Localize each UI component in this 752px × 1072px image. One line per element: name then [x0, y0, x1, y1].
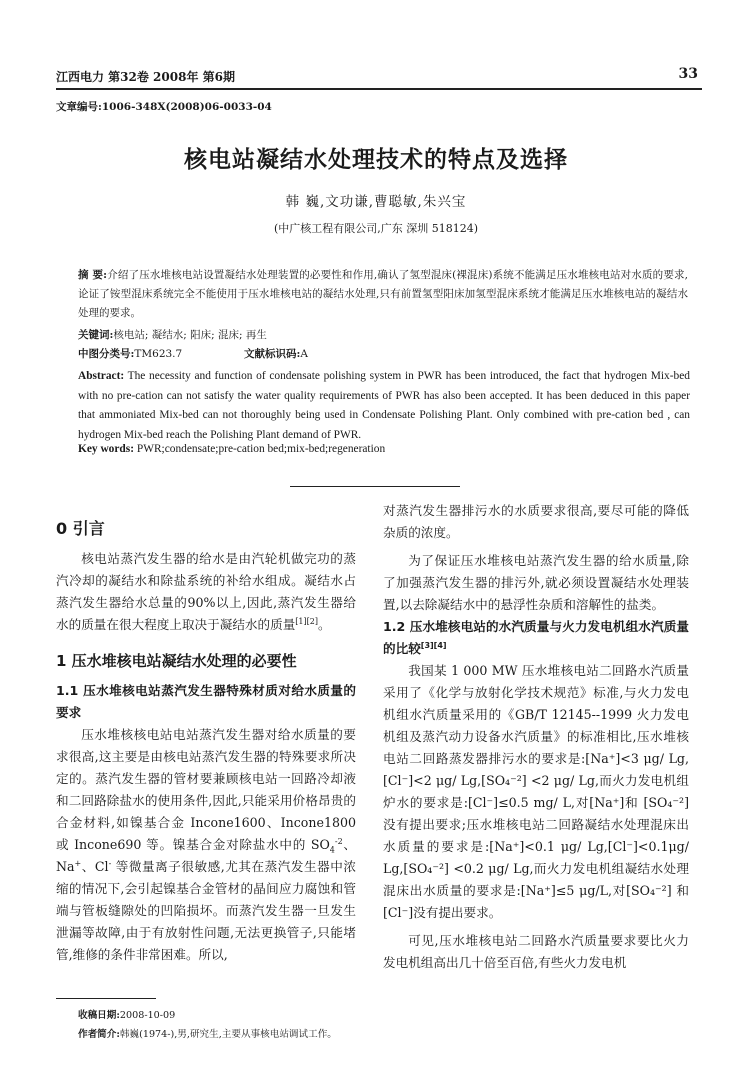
abstract-cn-label: 摘 要: — [78, 269, 108, 281]
right-paragraph-4: 可见,压水堆核电站二回路水汽质量要求要比火力发电机组高出几十倍至百倍,有些火力发电机 — [383, 933, 689, 970]
affiliation: (中广核工程有限公司,广东 深圳 518124) — [273, 222, 479, 235]
page-number: 33 — [678, 66, 698, 82]
keywords-en-label: Key words: — [78, 443, 134, 455]
abstract-en-label: Abstract: — [78, 370, 125, 382]
section-1-heading: 1 压水堆核电站凝结水处理的必要性 — [56, 652, 297, 670]
authors: 韩 巍,文功谦,曹聪敏,朱兴宝 — [285, 194, 467, 210]
right-continued-paragraph: 对蒸汽发生器排污水的水质要求很高,要尽可能的降低杂质的浓度。 — [383, 503, 689, 540]
section-1-1-paragraph: 压水堆核核电站电站蒸汽发生器对给水质量的要求很高,这主要是由核电站蒸汽发生器的特殊要求所决定的。蒸汽发生器的管材要兼顾核电站一回路冷却液和二回路除盐水的使用条件,因此,只能采用价格昂贵的合金材料,如镍基合金 Incone1600、Incone1800 或 Incone690 等。镍基合金对除盐水中的 $SO_4^{-2}$、Na+、Cl- 等微量离子很敏感,尤其在蒸汽发生器中浓缩的情况下,会引起镍基合金管材的晶间应力腐蚀和管端与管板缝隙处的凹陷损坏。而蒸汽发生器一旦发生泄漏等故障,由于有放射性问题,无法更换管子,只能堵管,维修的条件非常困难。所以, — [56, 727, 357, 962]
running-header — [56, 66, 700, 88]
abstract-cn-text: 介绍了压水堆核电站设置凝结水处理装置的必要性和作用,确认了氢型混床(裸混床)系统不能满足压水堆核电站对水质的要求,论证了铵型混床系统完全不能使用于压水堆核电站的凝结水处理,只有前置氢型阳床加氢型混床系统才能满足压水堆核电站的凝结水处理的要求。 — [78, 269, 688, 319]
left-column — [56, 518, 356, 966]
section-1-2-heading: 1.2 压水堆核电站的水汽质量与火力发电机组水汽质量的比较[3][4] — [383, 619, 689, 656]
clc-label: 中图分类号: — [78, 348, 135, 360]
right-column — [383, 500, 689, 974]
doc-code-value: A — [300, 348, 308, 360]
section-separator — [290, 486, 460, 487]
keywords-en-text: PWR;condensate;pre-cation bed;mix-bed;regeneration — [136, 443, 386, 455]
article-number: 文章编号:1006-348X(2008)06-0033-04 — [56, 101, 272, 113]
abstract-en-text: The necessity and function of condensate polishing system in PWR has been introduced, the fact that hydrogen Mix-bed with no pre-cation can not satisfy the water quality requirements of PWR has also been accepted. It has been deduced in this paper that ammoniated Mix-bed can not thoroughly being used in Condensate Polishing Plant. Only combined with pre-cation bed , can hydrogen Mix-bed reach the Polishing Plant demand of PWR. — [78, 370, 690, 441]
paper-title: 核电站凝结水处理技术的特点及选择 — [184, 147, 568, 173]
header-rule — [56, 88, 702, 90]
doc-code-label: 文献标识码: — [244, 348, 301, 360]
keywords-chinese — [78, 327, 267, 342]
reference-mark: [3][4] — [420, 640, 447, 650]
journal-info: 江西电力 第32卷 2008年 第6期 — [56, 70, 235, 84]
section-1-1-heading: 1.1 压水堆核电站蒸汽发生器特殊材质对给水质量的要求 — [56, 683, 356, 720]
reference-mark: [1][2] — [295, 616, 318, 626]
abstract-english — [78, 367, 690, 445]
footnote-author-bio: 作者简介:韩巍(1974-),男,研究生,主要从事核电站调试工作。 — [78, 1029, 337, 1040]
document-code — [244, 346, 308, 361]
clc-value: TM623.7 — [134, 348, 183, 360]
footnote-rule — [56, 998, 156, 999]
section-0-paragraph: 核电站蒸汽发生器的给水是由汽轮机做完功的蒸汽冷却的凝结水和除盐系统的补给水组成。凝结水占蒸汽发生器给水总量的90%以上,因此,蒸汽发生器给水的质量在很大程度上取决于凝结水的质量[1][2]。 — [56, 551, 356, 632]
section-0-heading: 0 引言 — [56, 519, 105, 538]
keywords-cn-label: 关键词: — [78, 329, 114, 341]
abstract-chinese — [78, 266, 688, 323]
keywords-english — [78, 443, 690, 455]
keywords-cn-text: 核电站; 凝结水; 阳床; 混床; 再生 — [113, 329, 267, 341]
right-paragraph-3: 我国某 1 000 MW 压水堆核电站二回路水汽质量采用了《化学与放射化学技术规范》标准,与火力发电机组水汽质量采用的《GB/T 12145--1999 火力发电机组及蒸汽动力设备水汽质量》的标准相比,压水堆核电站二回路蒸发器排污水的要求是:[Na⁺]<3 μg/ Lg,[Cl⁻]<2 μg/ Lg,[SO₄⁻²] <2 μg/ Lg,而火力发电机组炉水的要求是:[Cl⁻]≤0.5 mg/ L,对[Na⁺]和 [SO₄⁻²]没有提出要求;压水堆核电站二回路凝结水处理混床出水质量的要求是:[Na⁺]<0.1 μg/ Lg,[Cl⁻]<0.1μg/ Lg,[SO₄⁻²] <0.2 μg/ Lg,而火力发电机组凝结水处理混床出水质量的要求是:[Na⁺]≤5 μg/L,对[SO₄⁻²] 和[Cl⁻]没有提出要求。 — [383, 663, 689, 920]
right-paragraph-2: 为了保证压水堆核电站蒸汽发生器的给水质量,除了加强蒸汽发生器的排污外,就必须设置凝结水处理装置,以去除凝结水中的悬浮性杂质和溶解性的盐类。 — [383, 553, 689, 612]
clc-number — [78, 346, 182, 361]
footnote-received: 收稿日期:2008-10-09 — [78, 1010, 176, 1021]
